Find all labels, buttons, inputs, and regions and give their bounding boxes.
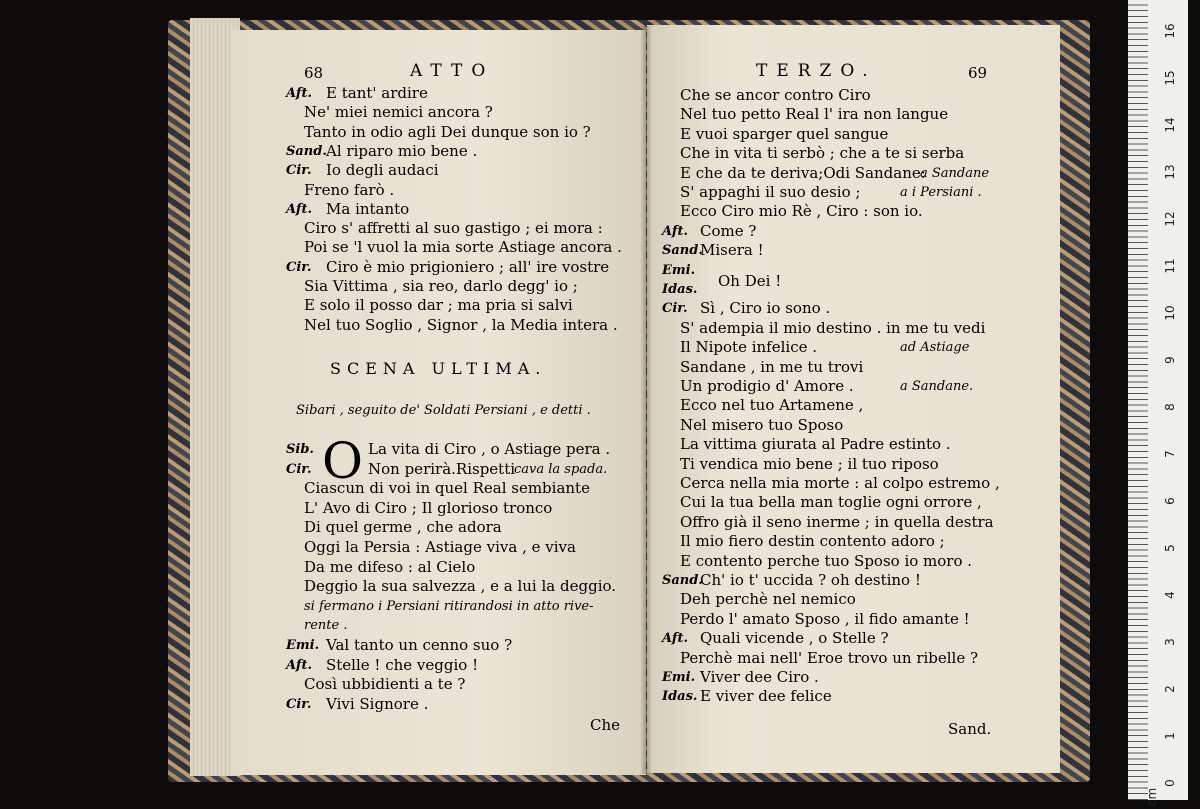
ruler-tick-label: 2 (1163, 685, 1177, 693)
speaker-label: Sand. (286, 143, 327, 159)
verse-line: Nel misero tuo Sposo (680, 415, 844, 434)
verse-line: Cerca nella mia morte : al colpo estremo , (680, 474, 1000, 492)
stage-note: a i Persiani . (900, 185, 982, 200)
verse-line: Val tanto un cenno suo ? (326, 636, 513, 654)
ruler-tick-label: 8 (1163, 403, 1177, 411)
speaker-label: Cir. (286, 163, 312, 179)
speaker-label: Cir. (662, 301, 688, 317)
verse-line: Tanto in odio agli Dei dunque son io ? (304, 122, 591, 141)
verse-line: Io degli audaci (326, 161, 439, 180)
ruler-tick-label: 9 (1163, 356, 1177, 364)
verse-line: Viver dee Ciro . (700, 668, 819, 686)
speaker-label: Cir. (286, 696, 312, 712)
stage-note: ad Astiage (900, 340, 970, 356)
verse-line: Nel tuo petto Real l' ira non langue (680, 105, 949, 124)
speaker-label: Aft. (286, 657, 312, 673)
verse-line: Freno farò . (304, 180, 395, 199)
verse-line: Il Nipote infelice . (680, 338, 818, 357)
ruler-tick-label: 6 (1163, 497, 1177, 505)
stage-note: cava la spada. (514, 461, 608, 477)
ruler-tick-label: 11 (1163, 258, 1177, 274)
ruler-tick-label: 3 (1163, 638, 1177, 646)
ruler-tick-label: 16 (1163, 23, 1177, 39)
verse-line: Quali vicende , o Stelle ? (700, 629, 889, 648)
ruler-tick-label: 7 (1163, 450, 1177, 458)
speaker-label: Emi. (662, 670, 696, 685)
verse-line: L' Avo di Ciro ; Il glorioso tronco (304, 498, 553, 517)
verse-line: E contento perche tuo Sposo io moro . (680, 551, 973, 570)
verse-line: Che in vita ti serbò ; che a te si serba (680, 144, 965, 163)
verse-line: Vivi Signore . (326, 694, 429, 713)
speaker-label: Idas. (662, 282, 698, 297)
stage-direction: Sibari , seguito de' Soldati Persiani , e detti . (296, 403, 591, 418)
verse-line: Ciro è mio prigioniero ; all' ire vostre (326, 257, 610, 276)
verse-line: Cui la tua bella man toglie ogni orrore , (680, 493, 982, 512)
verse-line: Deh perchè nel nemico (680, 590, 856, 609)
verse-line: Ch' io t' uccida ? oh destino ! (700, 571, 921, 589)
verse-line: Al riparo mio bene . (326, 141, 478, 160)
verse-line: Deggio la sua salvezza , e a lui la deggio. (304, 577, 617, 596)
verse-line: E che da te deriva;Odi Sandane: (680, 163, 926, 182)
left-catchword: Che (590, 716, 621, 734)
verse-line: Così ubbidienti a te ? (304, 675, 466, 694)
verse-line: Ciro s' affretti al suo gastigo ; ei mora : (304, 219, 603, 238)
speaker-label: Cir. (286, 259, 312, 275)
ruler-unit: cm (1145, 787, 1159, 807)
verse-line: Ne' miei nemici ancora ? (304, 103, 493, 122)
speaker-label: Idas. (662, 689, 698, 705)
ruler-tick-label: 4 (1163, 591, 1177, 599)
verse-line: S' appaghi il suo desio ; (680, 183, 861, 201)
verse-line: Offro già il seno inerme ; in quella destra (680, 512, 994, 531)
verse-line: Non perirà.Rispetti (368, 459, 516, 478)
verse-line: Ecco nel tuo Artamene , (680, 396, 864, 415)
ruler-tick-label: 12 (1163, 211, 1177, 227)
verse-line: S' adempia il mio destino . in me tu vedi (680, 318, 986, 337)
left-page-number: 68 (304, 64, 324, 82)
stage-note: a Sandane (920, 165, 990, 181)
verse-line: Il mio fiero destin contento adoro ; (680, 532, 945, 551)
right-running-head: TERZO. (756, 61, 877, 81)
drop-cap: O (322, 432, 363, 490)
left-running-head: ATTO (410, 61, 495, 81)
verse-line: Stelle ! che veggio ! (326, 655, 479, 674)
verse-line: Sandane , in me tu trovi (680, 357, 864, 376)
speaker-label: Sib. (286, 442, 314, 457)
verse-line: Sì , Ciro io sono . (700, 299, 831, 318)
speaker-label: Aft. (662, 223, 688, 239)
verse-line: Ciascun di voi in quel Real sembiante (304, 479, 590, 498)
verse-line: Un prodigio d' Amore . (680, 377, 854, 395)
verse-line: E vuoi sparger quel sangue (680, 124, 889, 143)
verse-line: La vita di Ciro , o Astiage pera . (368, 440, 611, 458)
verse-line: Poi se 'l vuol la mia sorte Astiage ancora . (304, 238, 622, 257)
ruler-tick-label: 10 (1163, 305, 1177, 321)
right-page-number: 69 (968, 64, 988, 82)
book-gutter (640, 26, 652, 774)
verse-line: E solo il posso dar ; ma pria si salvi (304, 296, 573, 315)
speaker-label: Aft. (662, 631, 688, 647)
ruler-tick-label: 1 (1163, 732, 1177, 740)
ruler-tick-label: 15 (1163, 70, 1177, 86)
verse-line: Ti vendica mio bene ; il tuo riposo (680, 454, 939, 473)
ruler-tick-label: 13 (1163, 164, 1177, 180)
speaker-label: Aft. (286, 201, 312, 217)
verse-line: Ma intanto (326, 199, 410, 218)
ruler-tick-label: 5 (1163, 544, 1177, 552)
verse-line: E viver dee felice (700, 687, 832, 706)
verse-line: Che se ancor contro Ciro (680, 86, 871, 104)
verse-line: Misera ! (700, 241, 764, 260)
stage-note: a Sandane. (900, 379, 974, 394)
speaker-label: Sand. (662, 573, 703, 588)
right-catchword: Sand. (948, 720, 992, 738)
speaker-label: Aft. (286, 86, 312, 101)
verse-line: La vittima giurata al Padre estinto . (680, 435, 951, 454)
stage-direction-line: si fermano i Persiani ritirandosi in atto rive- (304, 598, 594, 614)
verse-line: Di quel germe , che adora (304, 518, 502, 537)
speaker-label: Sand. (662, 243, 703, 259)
ruler-tick-label: 0 (1163, 779, 1177, 787)
verse-line: Da me difeso : al Cielo (304, 557, 476, 576)
stage-direction-line: rente . (304, 618, 348, 634)
joint-speech: Oh Dei ! (718, 272, 782, 290)
speaker-label: Cir. (286, 461, 312, 477)
speaker-label: Emi. (662, 262, 696, 278)
verse-line: Oggi la Persia : Astiage viva , e viva (304, 538, 576, 556)
verse-line: Nel tuo Soglio , Signor , la Media intera . (304, 315, 618, 334)
verse-line: Ecco Ciro mio Rè , Ciro : son io. (680, 202, 923, 221)
verse-line: Perchè mai nell' Eroe trovo un ribelle ? (680, 648, 979, 667)
ruler-tick-label: 14 (1163, 117, 1177, 133)
speaker-label: Emi. (286, 638, 320, 653)
verse-line: Perdo l' amato Sposo , il fido amante ! (680, 609, 970, 628)
verse-line: Come ? (700, 221, 757, 240)
verse-line: Sia Vittima , sia reo, darlo degg' io ; (304, 277, 578, 295)
verse-line: E tant' ardire (326, 84, 428, 102)
scene-title: SCENA ULTIMA. (330, 359, 547, 378)
